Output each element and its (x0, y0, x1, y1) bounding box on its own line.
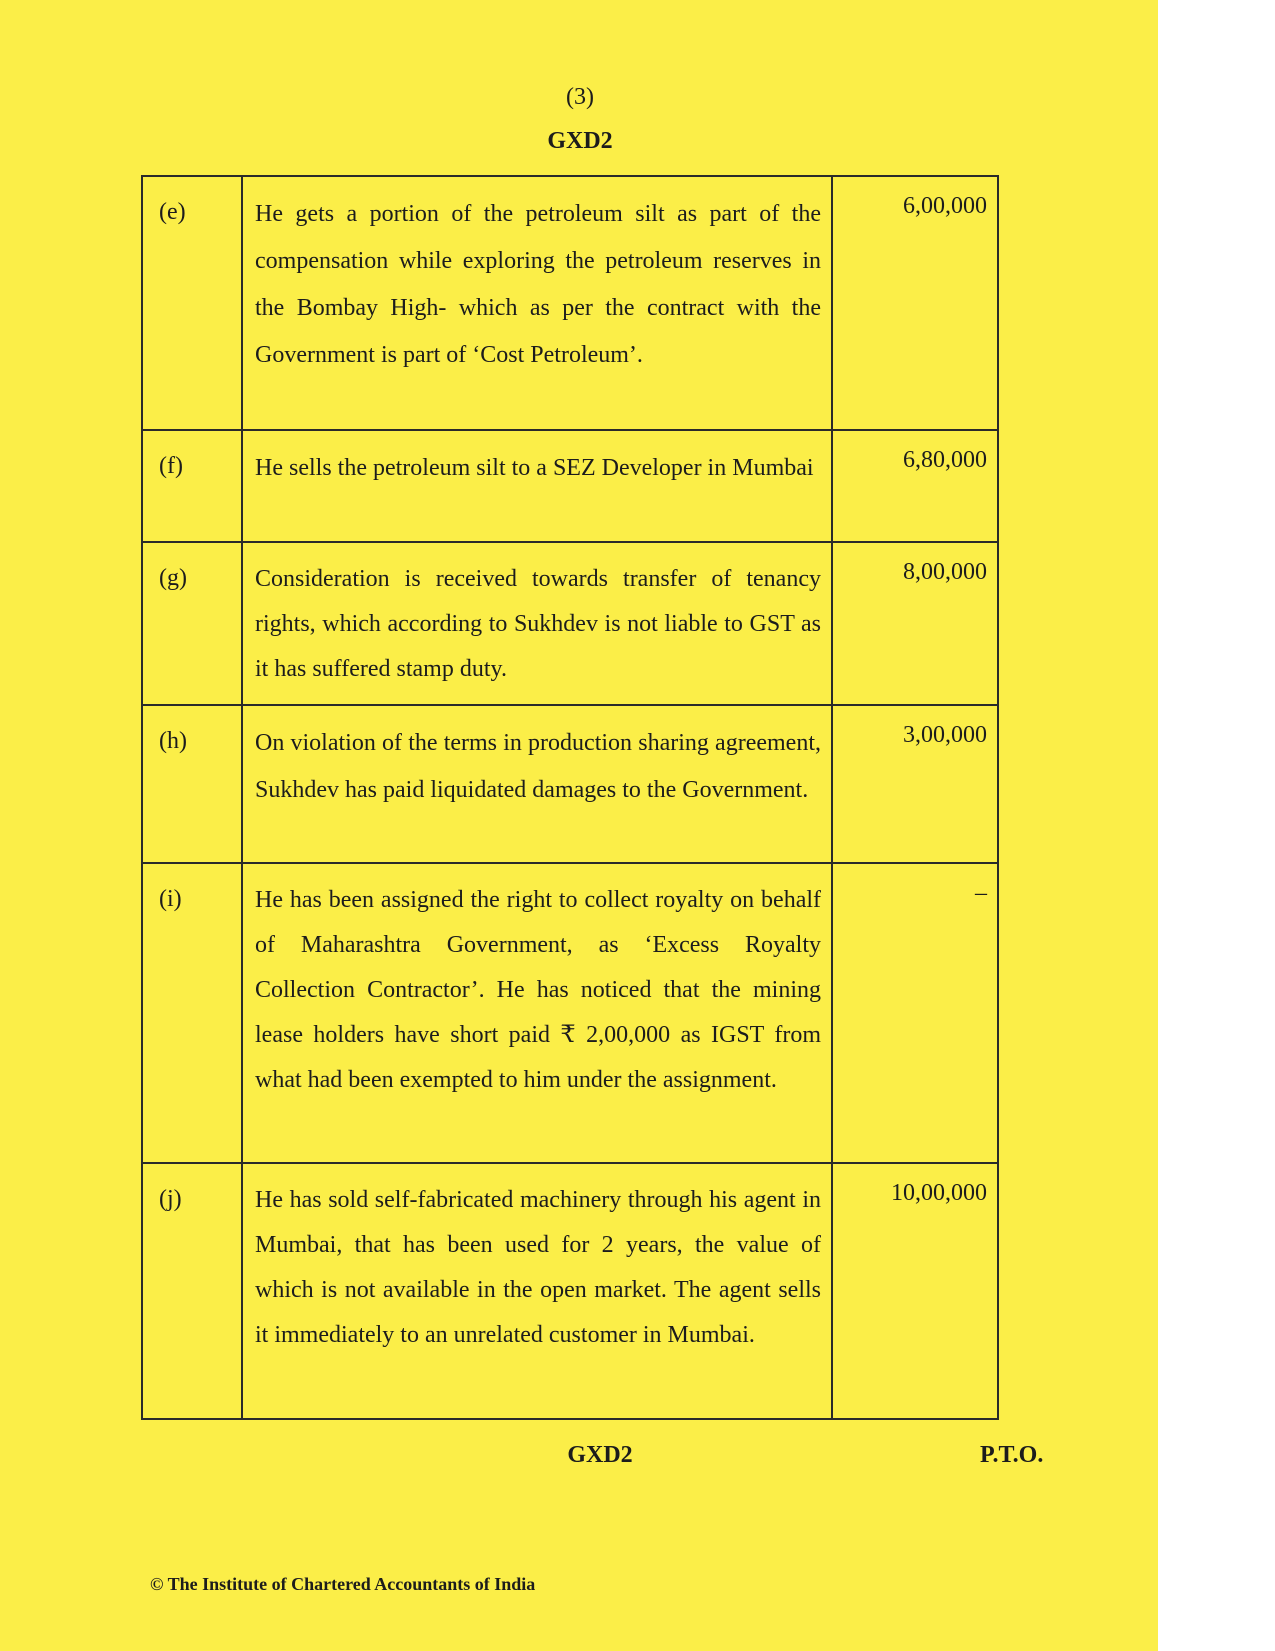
table-row (142, 1163, 998, 1419)
table-row (142, 705, 998, 863)
row-amount: – (832, 863, 998, 1163)
row-label: (e) (142, 176, 242, 430)
row-description: Consideration is received towards transfer of tenancy rights, which according to Sukhdev is not liable to GST as it has suffered stamp duty. (242, 542, 832, 705)
table-row (142, 176, 998, 430)
row-amount: 3,00,000 (832, 705, 998, 863)
question-table (141, 175, 999, 1420)
table-row (142, 430, 998, 542)
row-amount: 10,00,000 (832, 1163, 998, 1419)
row-description: He sells the petroleum silt to a SEZ Developer in Mumbai (242, 430, 832, 542)
row-label: (i) (142, 863, 242, 1163)
row-label: (h) (142, 705, 242, 863)
row-amount: 6,80,000 (832, 430, 998, 542)
row-description: He has been assigned the right to collect royalty on behalf of Maharashtra Government, as ‘Excess Royalty Collection Contractor’. He has noticed that the mining lease holders have short paid ₹ 2,00,000 as IGST from what had been exempted to him under the assignment. (242, 863, 832, 1163)
paper-code-footer: GXD2 (567, 1442, 633, 1468)
table-row (142, 542, 998, 705)
row-amount: 6,00,000 (832, 176, 998, 430)
row-description: On violation of the terms in production sharing agreement, Sukhdev has paid liquidated damages to the Government. (242, 705, 832, 863)
page-number: (3) (566, 84, 594, 110)
row-label: (f) (142, 430, 242, 542)
row-description: He has sold self-fabricated machinery through his agent in Mumbai, that has been used for 2 years, the value of which is not available in the open market. The agent sells it immediately to an unrelated customer in Mumbai. (242, 1163, 832, 1419)
row-label: (j) (142, 1163, 242, 1419)
paper-code-header: GXD2 (547, 128, 613, 154)
table-row (142, 863, 998, 1163)
row-description: He gets a portion of the petroleum silt as part of the compensation while exploring the petroleum reserves in the Bombay High- which as per the contract with the Government is part of ‘Cost Petroleum’. (242, 176, 832, 430)
pto-label: P.T.O. (980, 1442, 1044, 1468)
copyright-footer: © The Institute of Chartered Accountants of India (150, 1574, 536, 1594)
row-label: (g) (142, 542, 242, 705)
row-amount: 8,00,000 (832, 542, 998, 705)
